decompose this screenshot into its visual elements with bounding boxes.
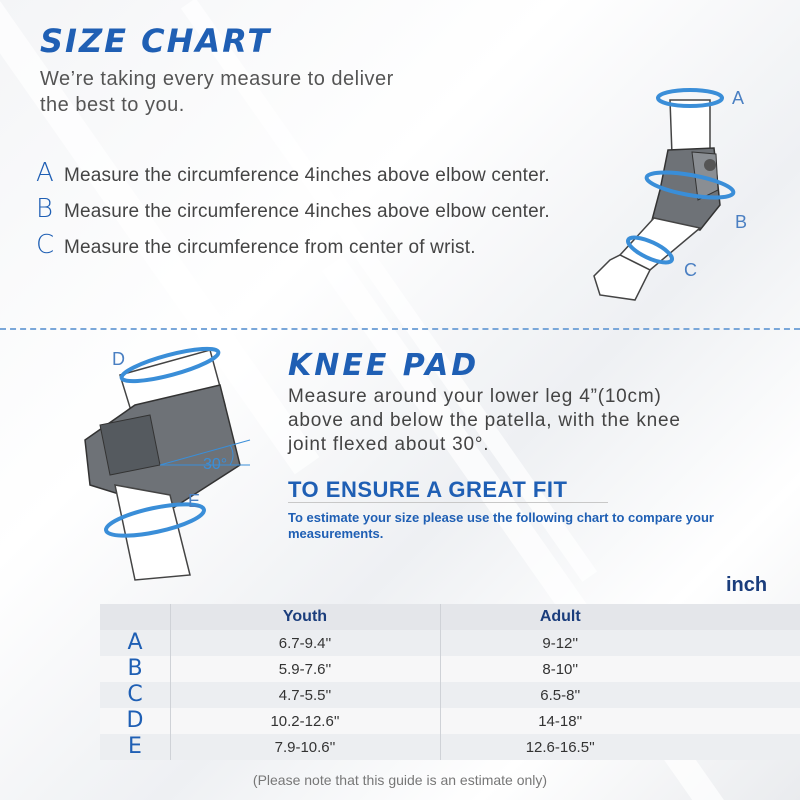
table-header-youth: Youth [170, 604, 440, 630]
disclaimer-note: (Please note that this guide is an estimate only) [252, 772, 548, 788]
measurement-letter: B [36, 194, 54, 224]
knee-pad-title: KNEE PAD [288, 348, 480, 383]
table-cell-blank [680, 734, 800, 760]
page-title: SIZE CHART [40, 22, 272, 60]
measurement-item [36, 194, 550, 230]
fit-title: TO ENSURE A GREAT FIT [288, 477, 568, 502]
row-label: A [127, 630, 143, 655]
table-row [100, 630, 800, 656]
table-header-blank [100, 604, 170, 630]
size-table [100, 604, 800, 760]
row-label: E [128, 734, 142, 759]
table-cell-adult: 14-18'' [440, 708, 680, 734]
table-cell-youth: 4.7-5.5'' [170, 682, 440, 708]
table-cell-blank [680, 682, 800, 708]
table-cell-adult: 9-12'' [440, 630, 680, 656]
table-header-blank [680, 604, 800, 630]
knee-pad-illustration [60, 345, 280, 585]
knee-pad-instructions: Measure around your lower leg 4”(10cm) above and below the patella, with the knee joint flexed about 30°. [288, 386, 681, 455]
row-label: B [127, 656, 143, 681]
table-cell-blank [680, 656, 800, 682]
measurement-letter: A [36, 158, 54, 188]
table-cell-adult: 8-10'' [440, 656, 680, 682]
angle-label: 30° [203, 456, 228, 473]
table-row [100, 708, 800, 734]
page-subtitle: We’re taking every measure to deliver the best to you. [40, 68, 394, 116]
fit-instructions: To estimate your size please use the following chart to compare your measurements. [288, 510, 714, 541]
measurement-text: Measure the circumference 4inches above elbow center. [64, 165, 550, 186]
table-row [100, 734, 800, 760]
table-cell-adult: 12.6-16.5'' [440, 734, 680, 760]
label-c: C [684, 260, 697, 280]
elbow-brace-illustration [580, 80, 790, 320]
table-row [100, 656, 800, 682]
table-row [100, 682, 800, 708]
measurement-letter: C [36, 230, 55, 260]
label-d: D [112, 349, 125, 369]
table-header-adult: Adult [440, 604, 680, 630]
row-label: D [126, 708, 144, 733]
table-cell-adult: 6.5-8'' [440, 682, 680, 708]
label-a: A [732, 88, 745, 108]
table-cell-youth: 5.9-7.6'' [170, 656, 440, 682]
label-e: E [188, 491, 201, 511]
table-row-labels [120, 630, 150, 760]
row-label: C [127, 682, 143, 707]
table-cell-youth: 7.9-10.6'' [170, 734, 440, 760]
table-cell-blank [680, 630, 800, 656]
label-b: B [735, 212, 748, 232]
measurement-item [36, 230, 550, 266]
table-cell-blank [680, 708, 800, 734]
section-divider [0, 328, 800, 330]
table-cell-youth: 6.7-9.4'' [170, 630, 440, 656]
measurement-text: Measure the circumference from center of wrist. [64, 237, 476, 258]
table-header-row [100, 604, 800, 630]
fit-divider [288, 502, 608, 503]
table-cell-youth: 10.2-12.6'' [170, 708, 440, 734]
measurement-text: Measure the circumference 4inches above elbow center. [64, 201, 550, 222]
measurement-item [36, 158, 550, 194]
measurement-list [36, 158, 550, 266]
unit-label: inch [726, 574, 768, 596]
